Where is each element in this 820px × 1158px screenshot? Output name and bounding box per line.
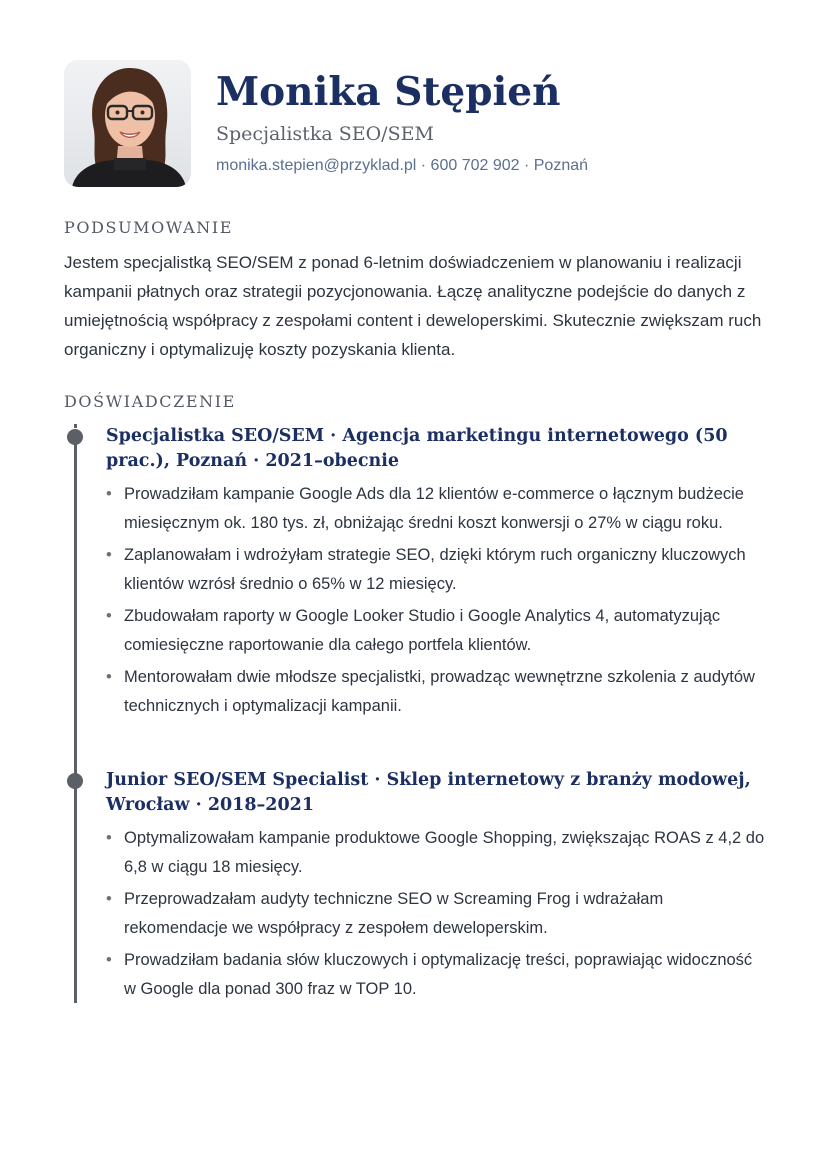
job-title: Junior SEO/SEM Specialist · Sklep internetowy z branży modowej, Wrocław · 2018–2021 [106,770,751,815]
candidate-role: Specjalistka SEO/SEM [216,123,434,145]
timeline-dot [67,773,83,789]
bullet-icon: • [106,546,112,564]
bullet-icon: • [106,829,112,847]
experience-heading: DOŚWIADCZENIE [64,392,236,411]
job-entry [106,768,766,1007]
bullet-icon: • [106,485,112,503]
bullet-text: Zbudowałam raporty w Google Looker Studio i Google Analytics 4, automatyzując comiesięczne raportowanie dla całego portfela klientów. [124,607,721,654]
job-bullets [106,480,766,720]
job-entry [106,424,766,724]
bullet-text: Zaplanowałam i wdrożyłam strategie SEO, dzięki którym ruch organiczny kluczowych klientów wzrósł średnio o 65% w 12 miesięcy. [124,546,746,593]
bullet-text: Optymalizowałam kampanie produktowe Google Shopping, zwiększając ROAS z 4,2 do 6,8 w ciągu 18 miesięcy. [124,829,765,876]
summary-text: Jestem specjalistką SEO/SEM z ponad 6-letnim doświadczeniem w planowaniu i realizacji kampanii płatnych oraz strategii pozycjonowania. Łączę analityczne podejście do danych z umiejętnością współpracy z zespołami content i deweloperskimi. Skutecznie zwiększam ruch organiczny i optymalizuję koszty pozyskania klienta. [64,253,762,359]
candidate-name: Monika Stępień [216,69,561,115]
bullet-icon: • [106,607,112,625]
portrait-image [64,60,191,187]
bullet-text: Prowadziłam badania słów kluczowych i optymalizację treści, poprawiając widoczność w Google dla ponad 300 fraz w TOP 10. [124,951,753,998]
job-title: Specjalistka SEO/SEM · Agencja marketingu internetowego (50 prac.), Poznań · 2021–obecnie [106,426,728,471]
bullet-icon: • [106,668,112,686]
bullet-icon: • [106,890,112,908]
job-bullet [106,824,766,881]
timeline-line [74,430,77,1003]
bullet-icon: • [106,951,112,969]
profile-photo [64,60,191,187]
summary-heading: PODSUMOWANIE [64,218,234,237]
job-bullet [106,946,766,1003]
bullet-text: Prowadziłam kampanie Google Ads dla 12 klientów e-commerce o łącznym budżecie miesięcznym ok. 180 tys. zł, obniżając średni koszt konwersji o 27% w ciągu roku. [124,485,744,532]
bullet-text: Przeprowadzałam audyty techniczne SEO w Screaming Frog i wdrażałam rekomendacje we współpracy z zespołem deweloperskim. [124,890,664,937]
job-bullets [106,824,766,1003]
job-bullet [106,480,766,537]
job-bullet [106,541,766,598]
timeline-cap [74,424,77,428]
contact-info: monika.stepien@przyklad.pl · 600 702 902 · Poznań [216,157,589,174]
job-bullet [106,602,766,659]
resume-header [64,60,764,190]
bullet-text: Mentorowałam dwie młodsze specjalistki, prowadząc wewnętrzne szkolenia z audytów technicznych i optymalizacji kampanii. [124,668,755,715]
timeline-dot [67,429,83,445]
job-bullet [106,885,766,942]
job-bullet [106,663,766,720]
